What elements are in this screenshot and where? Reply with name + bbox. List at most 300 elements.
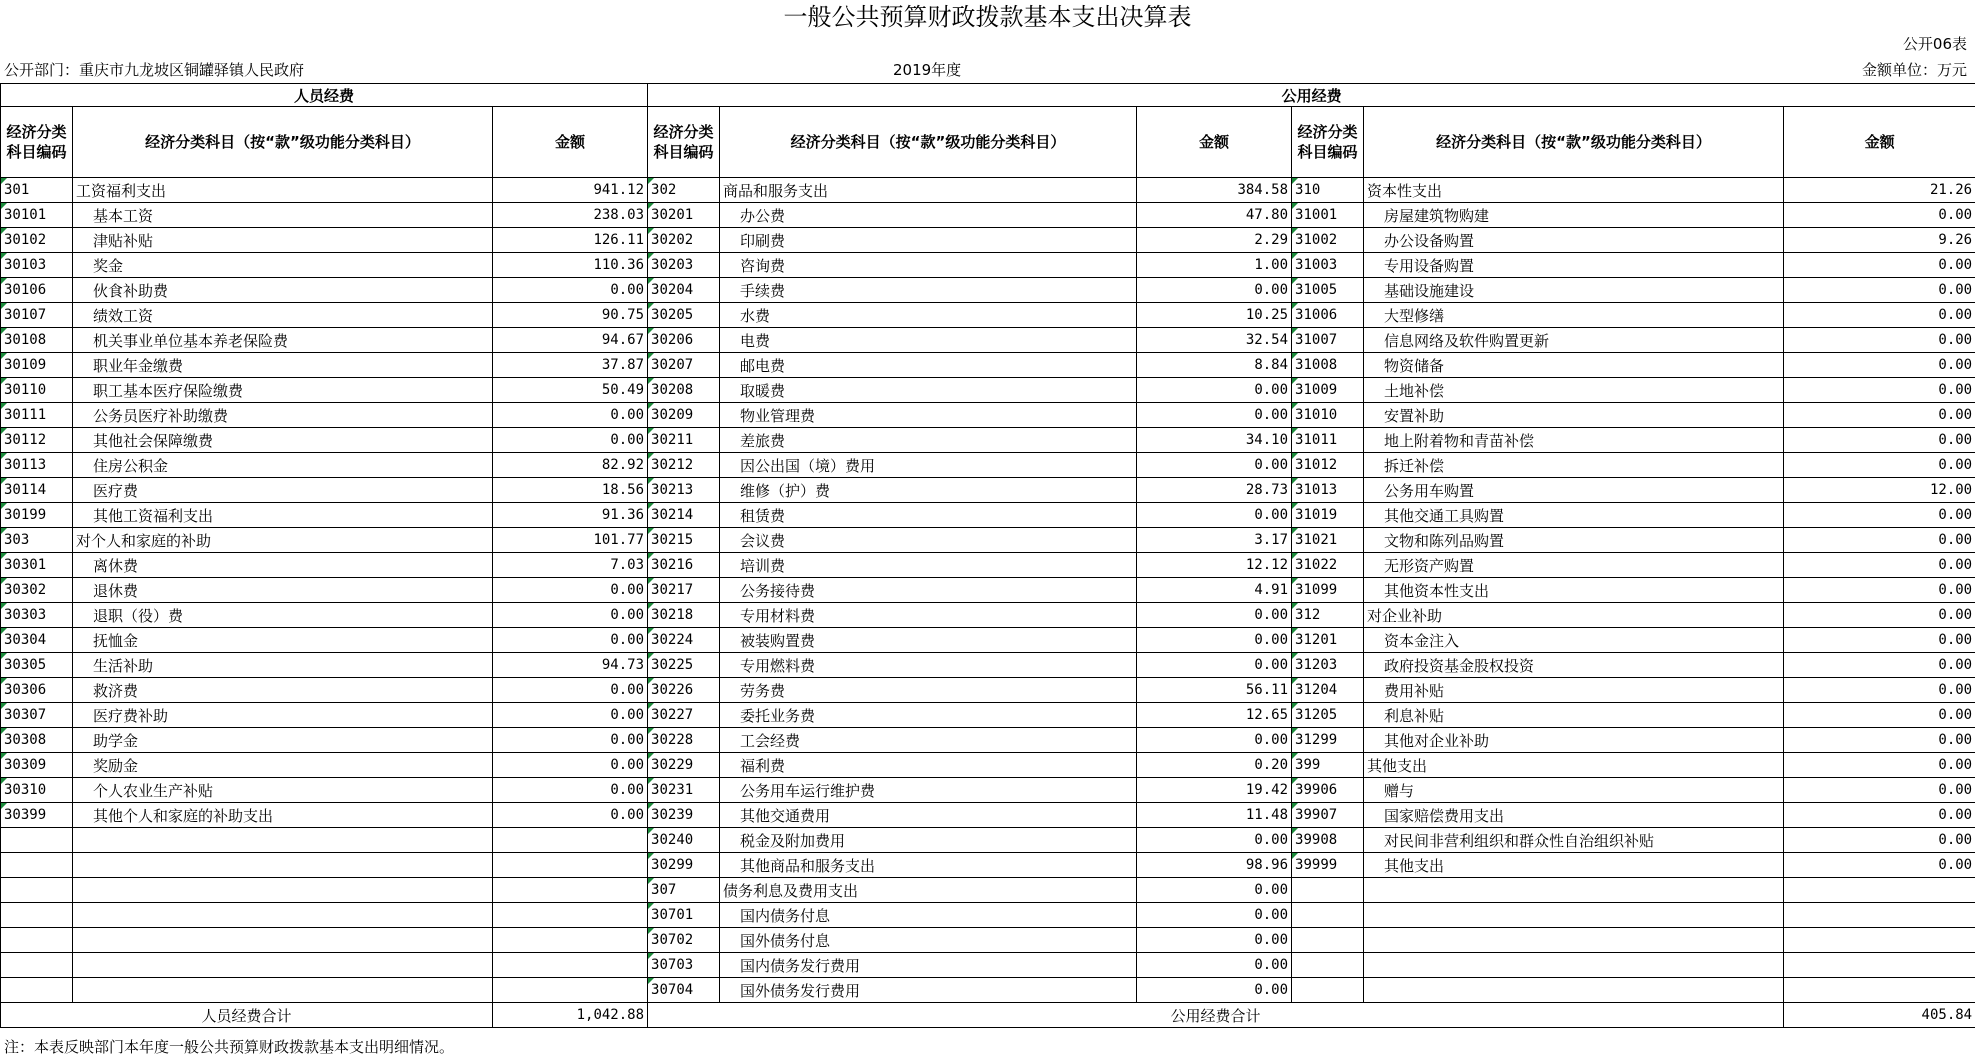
empty-cell <box>1 878 73 903</box>
item-name: 津贴补贴 <box>73 228 493 253</box>
item-code: 30207 <box>648 353 720 378</box>
table-row <box>1 703 1975 728</box>
item-name: 信息网络及软件购置更新 <box>1364 328 1784 353</box>
empty-cell <box>1784 978 1975 1003</box>
item-amount: 0.00 <box>1784 403 1975 428</box>
item-code: 30213 <box>648 478 720 503</box>
item-code: 31013 <box>1292 478 1364 503</box>
table-row <box>1 328 1975 353</box>
item-name: 救济费 <box>73 678 493 703</box>
item-code: 30111 <box>1 403 73 428</box>
item-code: 31203 <box>1292 653 1364 678</box>
empty-cell <box>73 953 493 978</box>
item-amount: 0.00 <box>1784 203 1975 228</box>
item-name: 地上附着物和青苗补偿 <box>1364 428 1784 453</box>
item-amount: 0.00 <box>1137 878 1292 903</box>
item-code: 30216 <box>648 553 720 578</box>
item-amount: 0.00 <box>1137 378 1292 403</box>
item-amount: 0.00 <box>1784 853 1975 878</box>
empty-cell <box>1292 953 1364 978</box>
item-name: 专用设备购置 <box>1364 253 1784 278</box>
item-name: 国内债务发行费用 <box>720 953 1137 978</box>
item-amount: 0.00 <box>1784 303 1975 328</box>
item-amount: 91.36 <box>493 503 648 528</box>
item-amount: 0.00 <box>493 778 648 803</box>
item-code: 31205 <box>1292 703 1364 728</box>
col-header-code: 经济分类科目编码 <box>1 107 73 178</box>
item-code: 30304 <box>1 628 73 653</box>
item-name: 工资福利支出 <box>73 178 493 203</box>
empty-cell <box>73 828 493 853</box>
item-amount: 0.00 <box>493 428 648 453</box>
table-row <box>1 578 1975 603</box>
item-name: 国家赔偿费用支出 <box>1364 803 1784 828</box>
item-name: 印刷费 <box>720 228 1137 253</box>
item-name: 国内债务付息 <box>720 903 1137 928</box>
item-amount: 82.92 <box>493 453 648 478</box>
item-name: 差旅费 <box>720 428 1137 453</box>
item-code: 30399 <box>1 803 73 828</box>
item-name: 政府投资基金股权投资 <box>1364 653 1784 678</box>
item-code: 30303 <box>1 603 73 628</box>
item-code: 30114 <box>1 478 73 503</box>
page-title: 一般公共预算财政拨款基本支出决算表 <box>783 3 1192 31</box>
item-code: 31006 <box>1292 303 1364 328</box>
item-name: 水费 <box>720 303 1137 328</box>
item-name: 住房公积金 <box>73 453 493 478</box>
empty-cell <box>73 978 493 1003</box>
item-code: 30103 <box>1 253 73 278</box>
item-name: 其他商品和服务支出 <box>720 853 1137 878</box>
item-amount: 0.00 <box>493 703 648 728</box>
item-amount: 126.11 <box>493 228 648 253</box>
item-code: 30227 <box>648 703 720 728</box>
item-code: 30302 <box>1 578 73 603</box>
item-amount: 0.00 <box>1784 703 1975 728</box>
table-row <box>1 778 1975 803</box>
item-amount: 0.20 <box>1137 753 1292 778</box>
table-row <box>1 178 1975 203</box>
item-name: 国外债务付息 <box>720 928 1137 953</box>
empty-cell <box>493 828 648 853</box>
item-name: 奖金 <box>73 253 493 278</box>
item-code: 30239 <box>648 803 720 828</box>
item-amount: 0.00 <box>493 803 648 828</box>
item-name: 费用补贴 <box>1364 678 1784 703</box>
item-name: 利息补贴 <box>1364 703 1784 728</box>
item-name: 因公出国（境）费用 <box>720 453 1137 478</box>
item-amount: 0.00 <box>1137 903 1292 928</box>
item-code: 30704 <box>648 978 720 1003</box>
item-code: 31010 <box>1292 403 1364 428</box>
item-code: 31099 <box>1292 578 1364 603</box>
item-amount: 0.00 <box>1784 278 1975 303</box>
item-amount: 94.73 <box>493 653 648 678</box>
item-code: 39906 <box>1292 778 1364 803</box>
item-code: 30228 <box>648 728 720 753</box>
table-row <box>1 278 1975 303</box>
item-code: 30307 <box>1 703 73 728</box>
item-code: 39908 <box>1292 828 1364 853</box>
empty-cell <box>1784 953 1975 978</box>
item-code: 30106 <box>1 278 73 303</box>
item-amount: 94.67 <box>493 328 648 353</box>
item-name: 医疗费 <box>73 478 493 503</box>
item-code: 30109 <box>1 353 73 378</box>
item-amount: 0.00 <box>1784 553 1975 578</box>
table-row <box>1 203 1975 228</box>
empty-cell <box>493 953 648 978</box>
empty-cell <box>1364 928 1784 953</box>
table-row <box>1 953 1975 978</box>
empty-cell <box>493 878 648 903</box>
personnel-total-amount: 1,042.88 <box>493 1003 648 1028</box>
item-code: 31011 <box>1292 428 1364 453</box>
item-amount: 10.25 <box>1137 303 1292 328</box>
table-row <box>1 903 1975 928</box>
item-code: 31009 <box>1292 378 1364 403</box>
item-code: 301 <box>1 178 73 203</box>
empty-cell <box>493 903 648 928</box>
item-amount: 0.00 <box>1137 953 1292 978</box>
item-code: 30102 <box>1 228 73 253</box>
item-code: 31005 <box>1292 278 1364 303</box>
item-name: 对个人和家庭的补助 <box>73 528 493 553</box>
item-amount: 0.00 <box>1784 503 1975 528</box>
table-row <box>1 628 1975 653</box>
table-row <box>1 878 1975 903</box>
item-name: 机关事业单位基本养老保险费 <box>73 328 493 353</box>
item-code: 31204 <box>1292 678 1364 703</box>
table-row <box>1 753 1975 778</box>
table-row <box>1 403 1975 428</box>
item-amount: 9.26 <box>1784 228 1975 253</box>
item-amount: 101.77 <box>493 528 648 553</box>
item-amount: 0.00 <box>1137 828 1292 853</box>
item-code: 30703 <box>648 953 720 978</box>
item-code: 31001 <box>1292 203 1364 228</box>
col-header-code: 经济分类科目编码 <box>648 107 720 178</box>
item-amount: 0.00 <box>1784 528 1975 553</box>
item-code: 30229 <box>648 753 720 778</box>
table-row <box>1 978 1975 1003</box>
public-total-amount: 405.84 <box>1784 1003 1975 1028</box>
item-name: 基本工资 <box>73 203 493 228</box>
item-name: 房屋建筑物购建 <box>1364 203 1784 228</box>
item-amount: 0.00 <box>493 628 648 653</box>
item-amount: 7.03 <box>493 553 648 578</box>
item-name: 其他个人和家庭的补助支出 <box>73 803 493 828</box>
item-name: 专用燃料费 <box>720 653 1137 678</box>
item-amount: 0.00 <box>493 678 648 703</box>
expenditure-table <box>0 83 1975 1028</box>
item-code: 39907 <box>1292 803 1364 828</box>
item-amount: 0.00 <box>1784 628 1975 653</box>
empty-cell <box>73 928 493 953</box>
empty-cell <box>1 978 73 1003</box>
item-name: 奖励金 <box>73 753 493 778</box>
item-name: 对民间非营利组织和群众性自治组织补贴 <box>1364 828 1784 853</box>
item-name: 商品和服务支出 <box>720 178 1137 203</box>
item-code: 30214 <box>648 503 720 528</box>
empty-cell <box>493 978 648 1003</box>
item-code: 30211 <box>648 428 720 453</box>
item-name: 资本金注入 <box>1364 628 1784 653</box>
item-amount: 3.17 <box>1137 528 1292 553</box>
item-code: 31022 <box>1292 553 1364 578</box>
item-amount: 90.75 <box>493 303 648 328</box>
item-code: 30113 <box>1 453 73 478</box>
item-amount: 0.00 <box>1784 453 1975 478</box>
item-name: 职工基本医疗保险缴费 <box>73 378 493 403</box>
table-row <box>1 928 1975 953</box>
item-name: 对企业补助 <box>1364 603 1784 628</box>
col-header-name: 经济分类科目（按“款”级功能分类科目） <box>720 107 1137 178</box>
item-code: 31299 <box>1292 728 1364 753</box>
empty-cell <box>1 903 73 928</box>
item-name: 其他社会保障缴费 <box>73 428 493 453</box>
item-name: 绩效工资 <box>73 303 493 328</box>
item-amount: 12.00 <box>1784 478 1975 503</box>
col-header-amount: 金额 <box>493 107 648 178</box>
item-name: 其他支出 <box>1364 853 1784 878</box>
item-name: 国外债务发行费用 <box>720 978 1137 1003</box>
empty-cell <box>1292 978 1364 1003</box>
item-code: 399 <box>1292 753 1364 778</box>
item-amount: 0.00 <box>493 753 648 778</box>
item-amount: 941.12 <box>493 178 648 203</box>
item-amount: 0.00 <box>1137 453 1292 478</box>
item-code: 30309 <box>1 753 73 778</box>
item-amount: 0.00 <box>1784 753 1975 778</box>
item-code: 31019 <box>1292 503 1364 528</box>
table-row <box>1 603 1975 628</box>
item-code: 307 <box>648 878 720 903</box>
item-code: 30203 <box>648 253 720 278</box>
item-name: 其他支出 <box>1364 753 1784 778</box>
item-name: 基础设施建设 <box>1364 278 1784 303</box>
table-row <box>1 653 1975 678</box>
item-amount: 11.48 <box>1137 803 1292 828</box>
item-name: 医疗费补助 <box>73 703 493 728</box>
item-code: 31012 <box>1292 453 1364 478</box>
item-amount: 18.56 <box>493 478 648 503</box>
item-code: 30212 <box>648 453 720 478</box>
item-code: 31021 <box>1292 528 1364 553</box>
item-name: 其他交通工具购置 <box>1364 503 1784 528</box>
col-header-name: 经济分类科目（按“款”级功能分类科目） <box>73 107 493 178</box>
item-name: 租赁费 <box>720 503 1137 528</box>
item-code: 30215 <box>648 528 720 553</box>
empty-cell <box>1784 928 1975 953</box>
table-row <box>1 478 1975 503</box>
item-amount: 384.58 <box>1137 178 1292 203</box>
item-code: 30209 <box>648 403 720 428</box>
item-name: 无形资产购置 <box>1364 553 1784 578</box>
table-row <box>1 453 1975 478</box>
item-name: 退休费 <box>73 578 493 603</box>
item-code: 30240 <box>648 828 720 853</box>
empty-cell <box>1 928 73 953</box>
item-amount: 0.00 <box>1137 928 1292 953</box>
item-name: 大型修缮 <box>1364 303 1784 328</box>
item-code: 30224 <box>648 628 720 653</box>
item-code: 303 <box>1 528 73 553</box>
item-amount: 1.00 <box>1137 253 1292 278</box>
item-amount: 0.00 <box>1137 278 1292 303</box>
table-row <box>1 503 1975 528</box>
item-name: 其他交通费用 <box>720 803 1137 828</box>
item-amount: 12.12 <box>1137 553 1292 578</box>
item-name: 咨询费 <box>720 253 1137 278</box>
item-code: 30702 <box>648 928 720 953</box>
item-name: 其他工资福利支出 <box>73 503 493 528</box>
item-amount: 56.11 <box>1137 678 1292 703</box>
empty-cell <box>73 853 493 878</box>
table-row <box>1 828 1975 853</box>
col-header-amount: 金额 <box>1137 107 1292 178</box>
item-name: 专用材料费 <box>720 603 1137 628</box>
item-amount: 0.00 <box>1784 578 1975 603</box>
personnel-total-label: 人员经费合计 <box>1 1003 493 1028</box>
item-name: 其他资本性支出 <box>1364 578 1784 603</box>
item-code: 30299 <box>648 853 720 878</box>
group-public: 公用经费 <box>648 84 1975 107</box>
item-code: 30306 <box>1 678 73 703</box>
item-name: 公务用车购置 <box>1364 478 1784 503</box>
item-amount: 0.00 <box>493 578 648 603</box>
item-amount: 0.00 <box>1784 803 1975 828</box>
item-amount: 19.42 <box>1137 778 1292 803</box>
item-amount: 0.00 <box>1784 378 1975 403</box>
fiscal-year: 2019年度 <box>893 61 962 79</box>
item-name: 物资储备 <box>1364 353 1784 378</box>
item-amount: 0.00 <box>1784 603 1975 628</box>
item-amount: 0.00 <box>1784 328 1975 353</box>
table-row <box>1 253 1975 278</box>
item-code: 30204 <box>648 278 720 303</box>
item-code: 30225 <box>648 653 720 678</box>
item-name: 退职（役）费 <box>73 603 493 628</box>
table-row <box>1 428 1975 453</box>
item-amount: 98.96 <box>1137 853 1292 878</box>
item-code: 302 <box>648 178 720 203</box>
item-amount: 0.00 <box>1137 978 1292 1003</box>
item-name: 税金及附加费用 <box>720 828 1137 853</box>
item-code: 30108 <box>1 328 73 353</box>
item-name: 公务员医疗补助缴费 <box>73 403 493 428</box>
item-name: 取暖费 <box>720 378 1137 403</box>
item-amount: 0.00 <box>1137 728 1292 753</box>
item-code: 30208 <box>648 378 720 403</box>
item-name: 债务利息及费用支出 <box>720 878 1137 903</box>
item-code: 30305 <box>1 653 73 678</box>
item-name: 职业年金缴费 <box>73 353 493 378</box>
table-row <box>1 803 1975 828</box>
item-name: 抚恤金 <box>73 628 493 653</box>
empty-cell <box>73 903 493 928</box>
item-name: 工会经费 <box>720 728 1137 753</box>
empty-cell <box>1364 878 1784 903</box>
item-amount: 32.54 <box>1137 328 1292 353</box>
item-amount: 0.00 <box>1137 403 1292 428</box>
empty-cell <box>1364 903 1784 928</box>
item-amount: 47.80 <box>1137 203 1292 228</box>
item-name: 手续费 <box>720 278 1137 303</box>
item-name: 赠与 <box>1364 778 1784 803</box>
empty-cell <box>73 878 493 903</box>
item-name: 委托业务费 <box>720 703 1137 728</box>
item-code: 30199 <box>1 503 73 528</box>
item-name: 其他对企业补助 <box>1364 728 1784 753</box>
item-amount: 37.87 <box>493 353 648 378</box>
item-amount: 0.00 <box>1137 628 1292 653</box>
item-amount: 28.73 <box>1137 478 1292 503</box>
item-amount: 34.10 <box>1137 428 1292 453</box>
empty-cell <box>1784 878 1975 903</box>
item-code: 310 <box>1292 178 1364 203</box>
table-row <box>1 378 1975 403</box>
item-name: 土地补偿 <box>1364 378 1784 403</box>
empty-cell <box>1292 878 1364 903</box>
item-amount: 2.29 <box>1137 228 1292 253</box>
item-code: 30110 <box>1 378 73 403</box>
item-name: 拆迁补偿 <box>1364 453 1784 478</box>
item-name: 公务用车运行维护费 <box>720 778 1137 803</box>
item-name: 维修（护）费 <box>720 478 1137 503</box>
item-name: 公务接待费 <box>720 578 1137 603</box>
item-amount: 50.49 <box>493 378 648 403</box>
item-amount: 0.00 <box>1784 728 1975 753</box>
col-header-code: 经济分类科目编码 <box>1292 107 1364 178</box>
item-amount: 110.36 <box>493 253 648 278</box>
empty-cell <box>493 853 648 878</box>
item-code: 30201 <box>648 203 720 228</box>
item-code: 30112 <box>1 428 73 453</box>
footnote: 注：本表反映部门本年度一般公共预算财政拨款基本支出明细情况。 <box>4 1038 455 1056</box>
table-row <box>1 353 1975 378</box>
public-total-label: 公用经费合计 <box>648 1003 1784 1028</box>
table-row <box>1 303 1975 328</box>
item-name: 生活补助 <box>73 653 493 678</box>
item-code: 30205 <box>648 303 720 328</box>
empty-cell <box>1 828 73 853</box>
item-amount: 0.00 <box>1784 828 1975 853</box>
item-code: 30226 <box>648 678 720 703</box>
item-code: 31008 <box>1292 353 1364 378</box>
empty-cell <box>1364 953 1784 978</box>
item-name: 办公费 <box>720 203 1137 228</box>
item-code: 30206 <box>648 328 720 353</box>
item-name: 助学金 <box>73 728 493 753</box>
empty-cell <box>1292 928 1364 953</box>
item-name: 劳务费 <box>720 678 1137 703</box>
item-code: 31007 <box>1292 328 1364 353</box>
item-amount: 0.00 <box>493 278 648 303</box>
item-name: 被装购置费 <box>720 628 1137 653</box>
empty-cell <box>1 953 73 978</box>
table-row <box>1 553 1975 578</box>
item-amount: 0.00 <box>493 728 648 753</box>
item-code: 30308 <box>1 728 73 753</box>
item-name: 离休费 <box>73 553 493 578</box>
table-row <box>1 228 1975 253</box>
empty-cell <box>1784 903 1975 928</box>
item-amount: 0.00 <box>1784 353 1975 378</box>
item-amount: 0.00 <box>493 603 648 628</box>
item-code: 39999 <box>1292 853 1364 878</box>
item-name: 伙食补助费 <box>73 278 493 303</box>
